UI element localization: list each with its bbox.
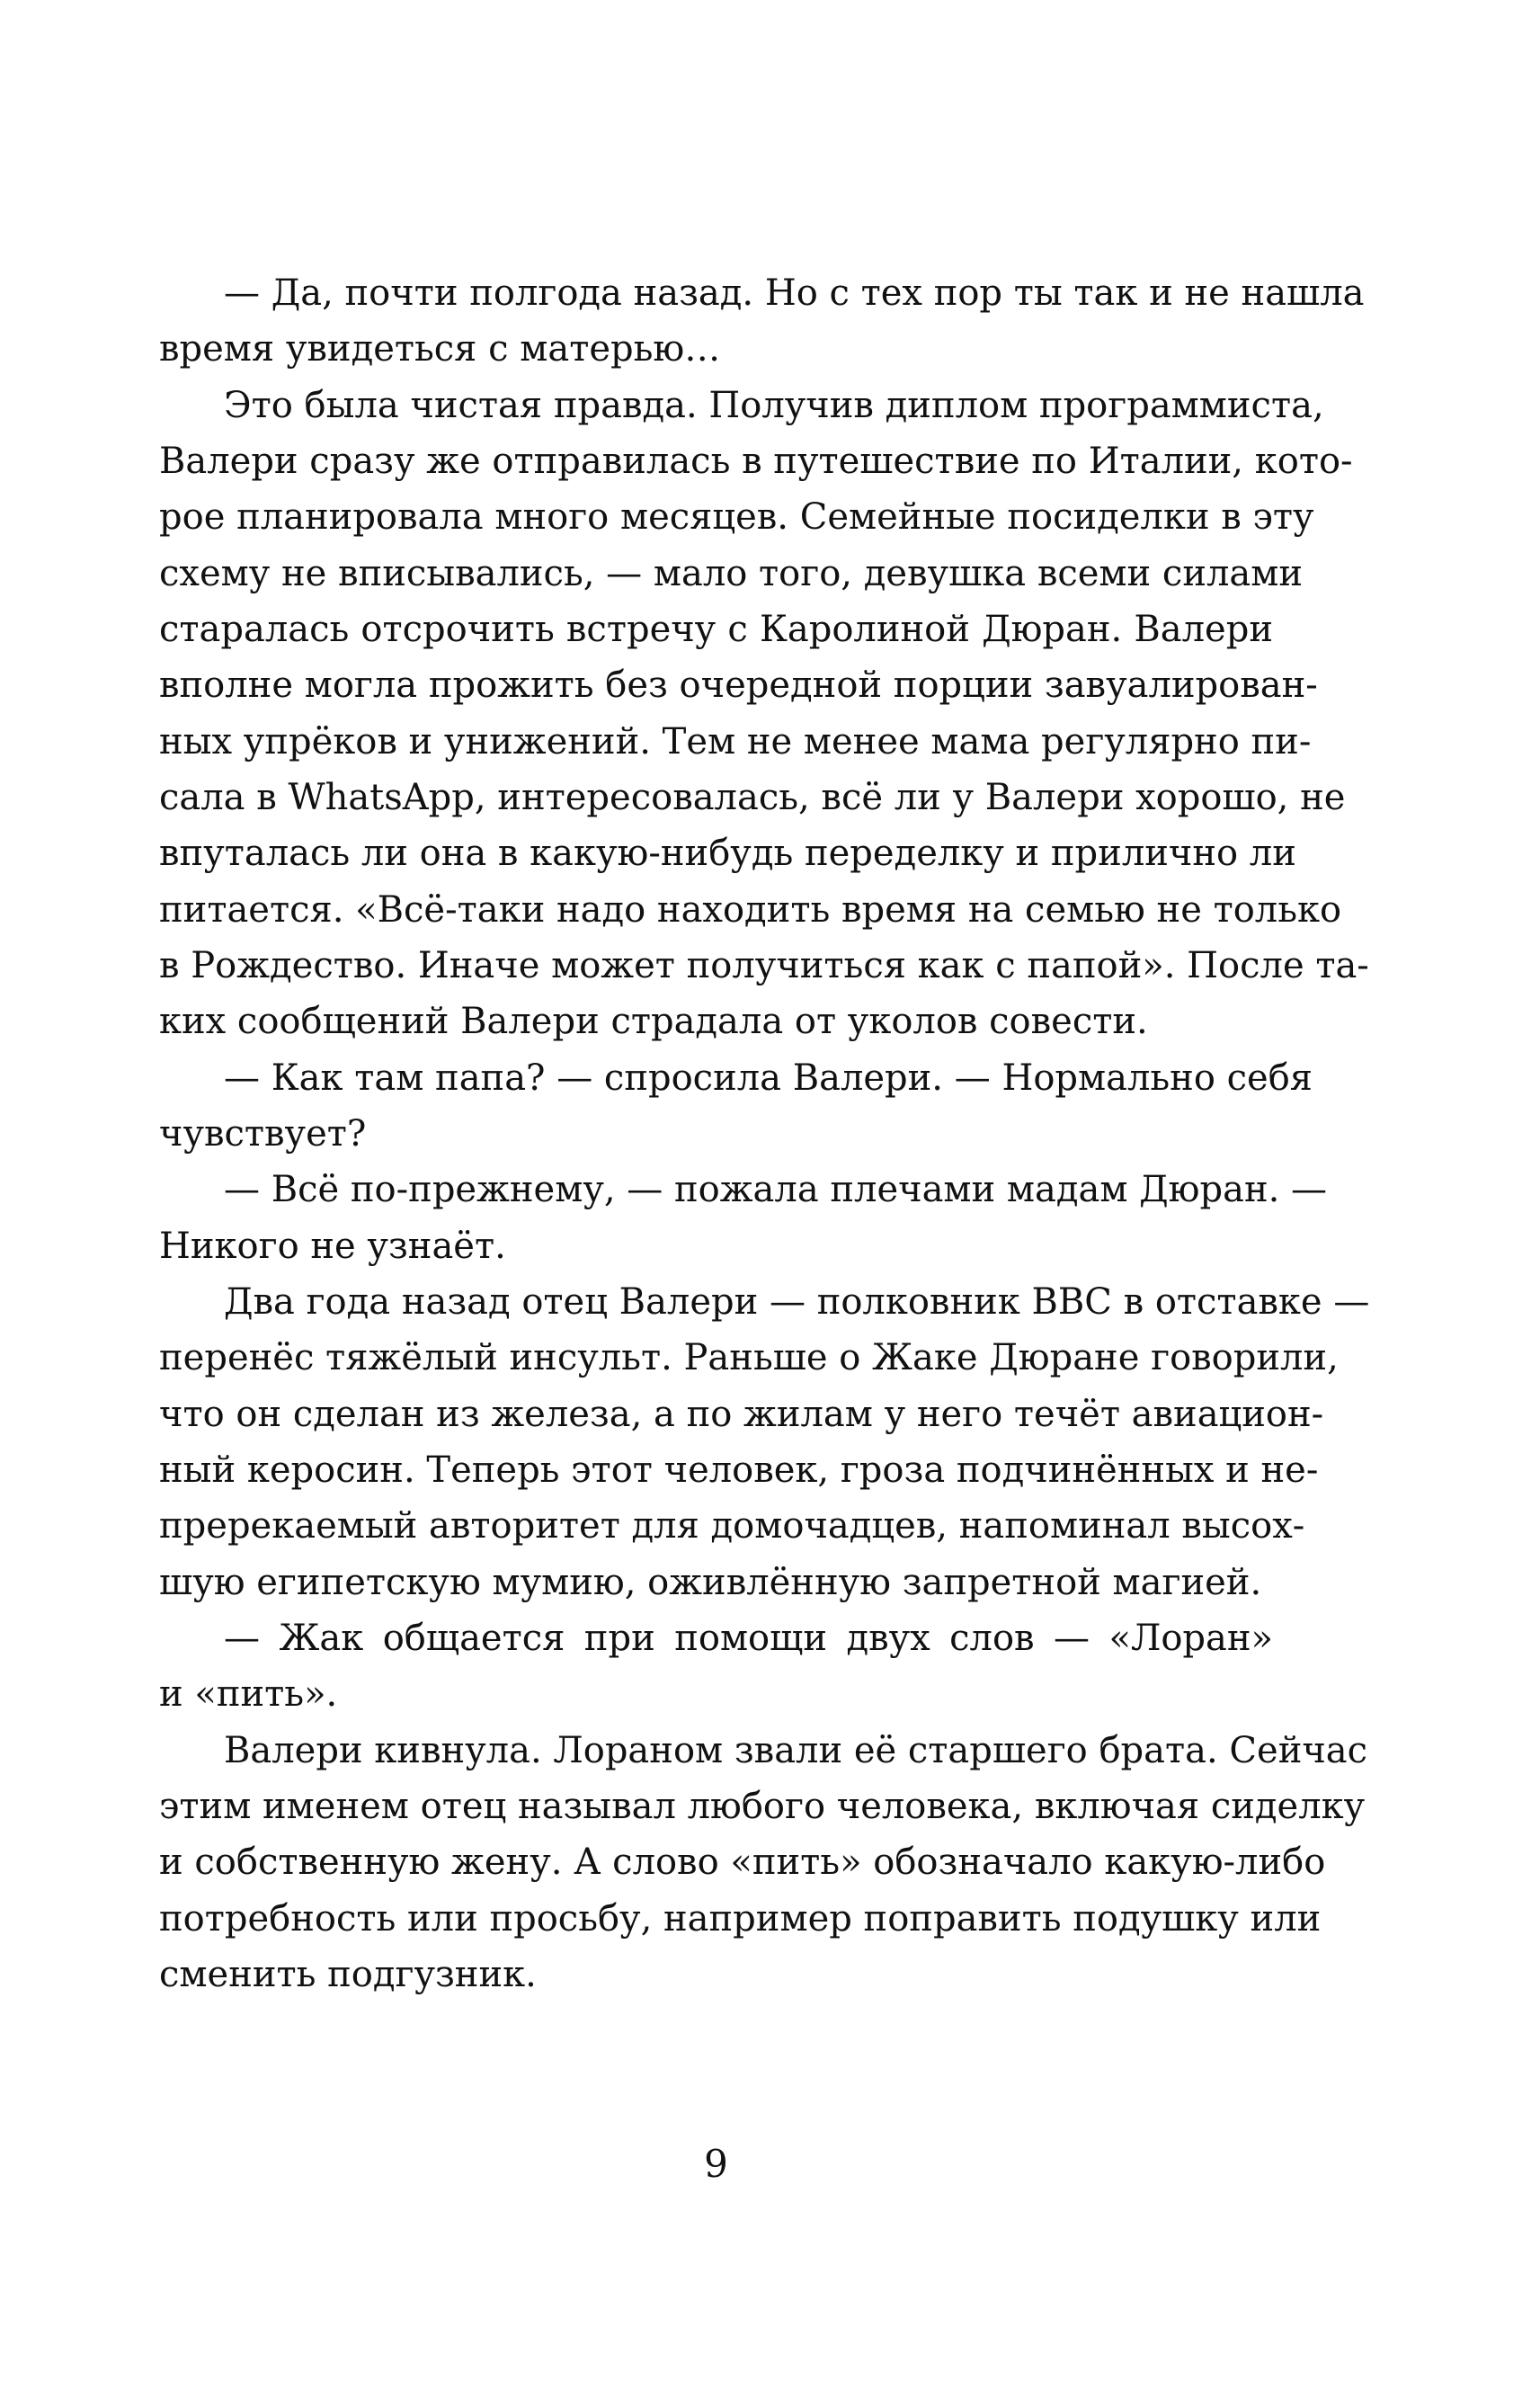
text-line: и «пить». <box>159 1673 338 1716</box>
text-line: пререкаемый авторитет для домочадцев, напоминал высох- <box>159 1505 1305 1547</box>
text-line: перенёс тяжёлый инсульт. Раньше о Жаке Дюране говорили, <box>159 1337 1339 1379</box>
paragraph-narration <box>159 378 1369 1050</box>
text-line: чувствует? <box>159 1112 367 1155</box>
text-line: сменить подгузник. <box>159 1953 537 1995</box>
text-line: Валери сразу же отправилась в путешествие по Италии, кото- <box>159 440 1353 482</box>
paragraph-dialogue <box>159 1162 1328 1274</box>
text-line: питается. «Всё-таки надо находить время на семью не только <box>159 888 1342 931</box>
text-line: старалась отсрочить встречу с Каролиной Дюран. Валери <box>159 608 1273 650</box>
paragraph-narration <box>159 1723 1368 2003</box>
text-line: Валери кивнула. Лораном звали её старшего брата. Сейчас <box>224 1729 1368 1771</box>
text-line: ный керосин. Теперь этот человек, гроза подчинённых и не- <box>159 1449 1319 1491</box>
paragraph-dialogue <box>159 1050 1313 1163</box>
text-line: рое планировала много месяцев. Семейные посиделки в эту <box>159 496 1314 539</box>
text-line: — Да, почти полгода назад. Но с тех пор ты так и не нашла <box>224 272 1365 314</box>
text-line: впуталась ли она в какую-нибудь переделку и прилично ли <box>159 833 1296 875</box>
text-line: и собственную жену. А слово «пить» обозначало какую-либо <box>159 1842 1326 1884</box>
body-text <box>159 265 1370 2002</box>
text-line: что он сделан из железа, а по жилам у него течёт авиацион- <box>159 1393 1324 1435</box>
paragraph-narration <box>159 1274 1370 1610</box>
text-line: вполне могла прожить без очередной порции завуалирован- <box>159 664 1318 707</box>
text-line: Это была чистая правда. Получив диплом программиста, <box>224 384 1324 426</box>
text-line: шую египетскую мумию, оживлённую запретной магией. <box>159 1561 1262 1603</box>
text-line: — Всё по-прежнему, — пожала плечами мадам Дюран. — <box>224 1169 1328 1211</box>
text-line: потребность или просьбу, например поправить подушку или <box>159 1897 1322 1940</box>
text-line: — Жак общается при помощи двух слов — «Лоран» <box>224 1617 1273 1659</box>
text-line: в Рождество. Иначе может получиться как с папой». После та- <box>159 944 1369 986</box>
text-line: ких сообщений Валери страдала от уколов совести. <box>159 1001 1148 1043</box>
text-line: Два года назад отец Валери — полковник ВВС в отставке — <box>224 1280 1370 1323</box>
page-number: 9 <box>704 2142 728 2186</box>
text-line: ных упрёков и унижений. Тем не менее мама регулярно пи- <box>159 720 1312 762</box>
text-line: время увидеться с матерью… <box>159 328 721 370</box>
text-line: сала в WhatsApp, интересовалась, всё ли у Валери хорошо, не <box>159 776 1346 818</box>
text-line: Никого не узнаёт. <box>159 1225 506 1267</box>
paragraph-dialogue <box>159 1610 1273 1723</box>
text-line: — Как там папа? — спросила Валери. — Нормально себя <box>224 1057 1313 1099</box>
text-line: этим именем отец называл любого человека, включая сиделку <box>159 1785 1366 1827</box>
paragraph-dialogue <box>159 265 1365 378</box>
text-line: схему не вписывались, — мало того, девушка всеми силами <box>159 552 1304 594</box>
